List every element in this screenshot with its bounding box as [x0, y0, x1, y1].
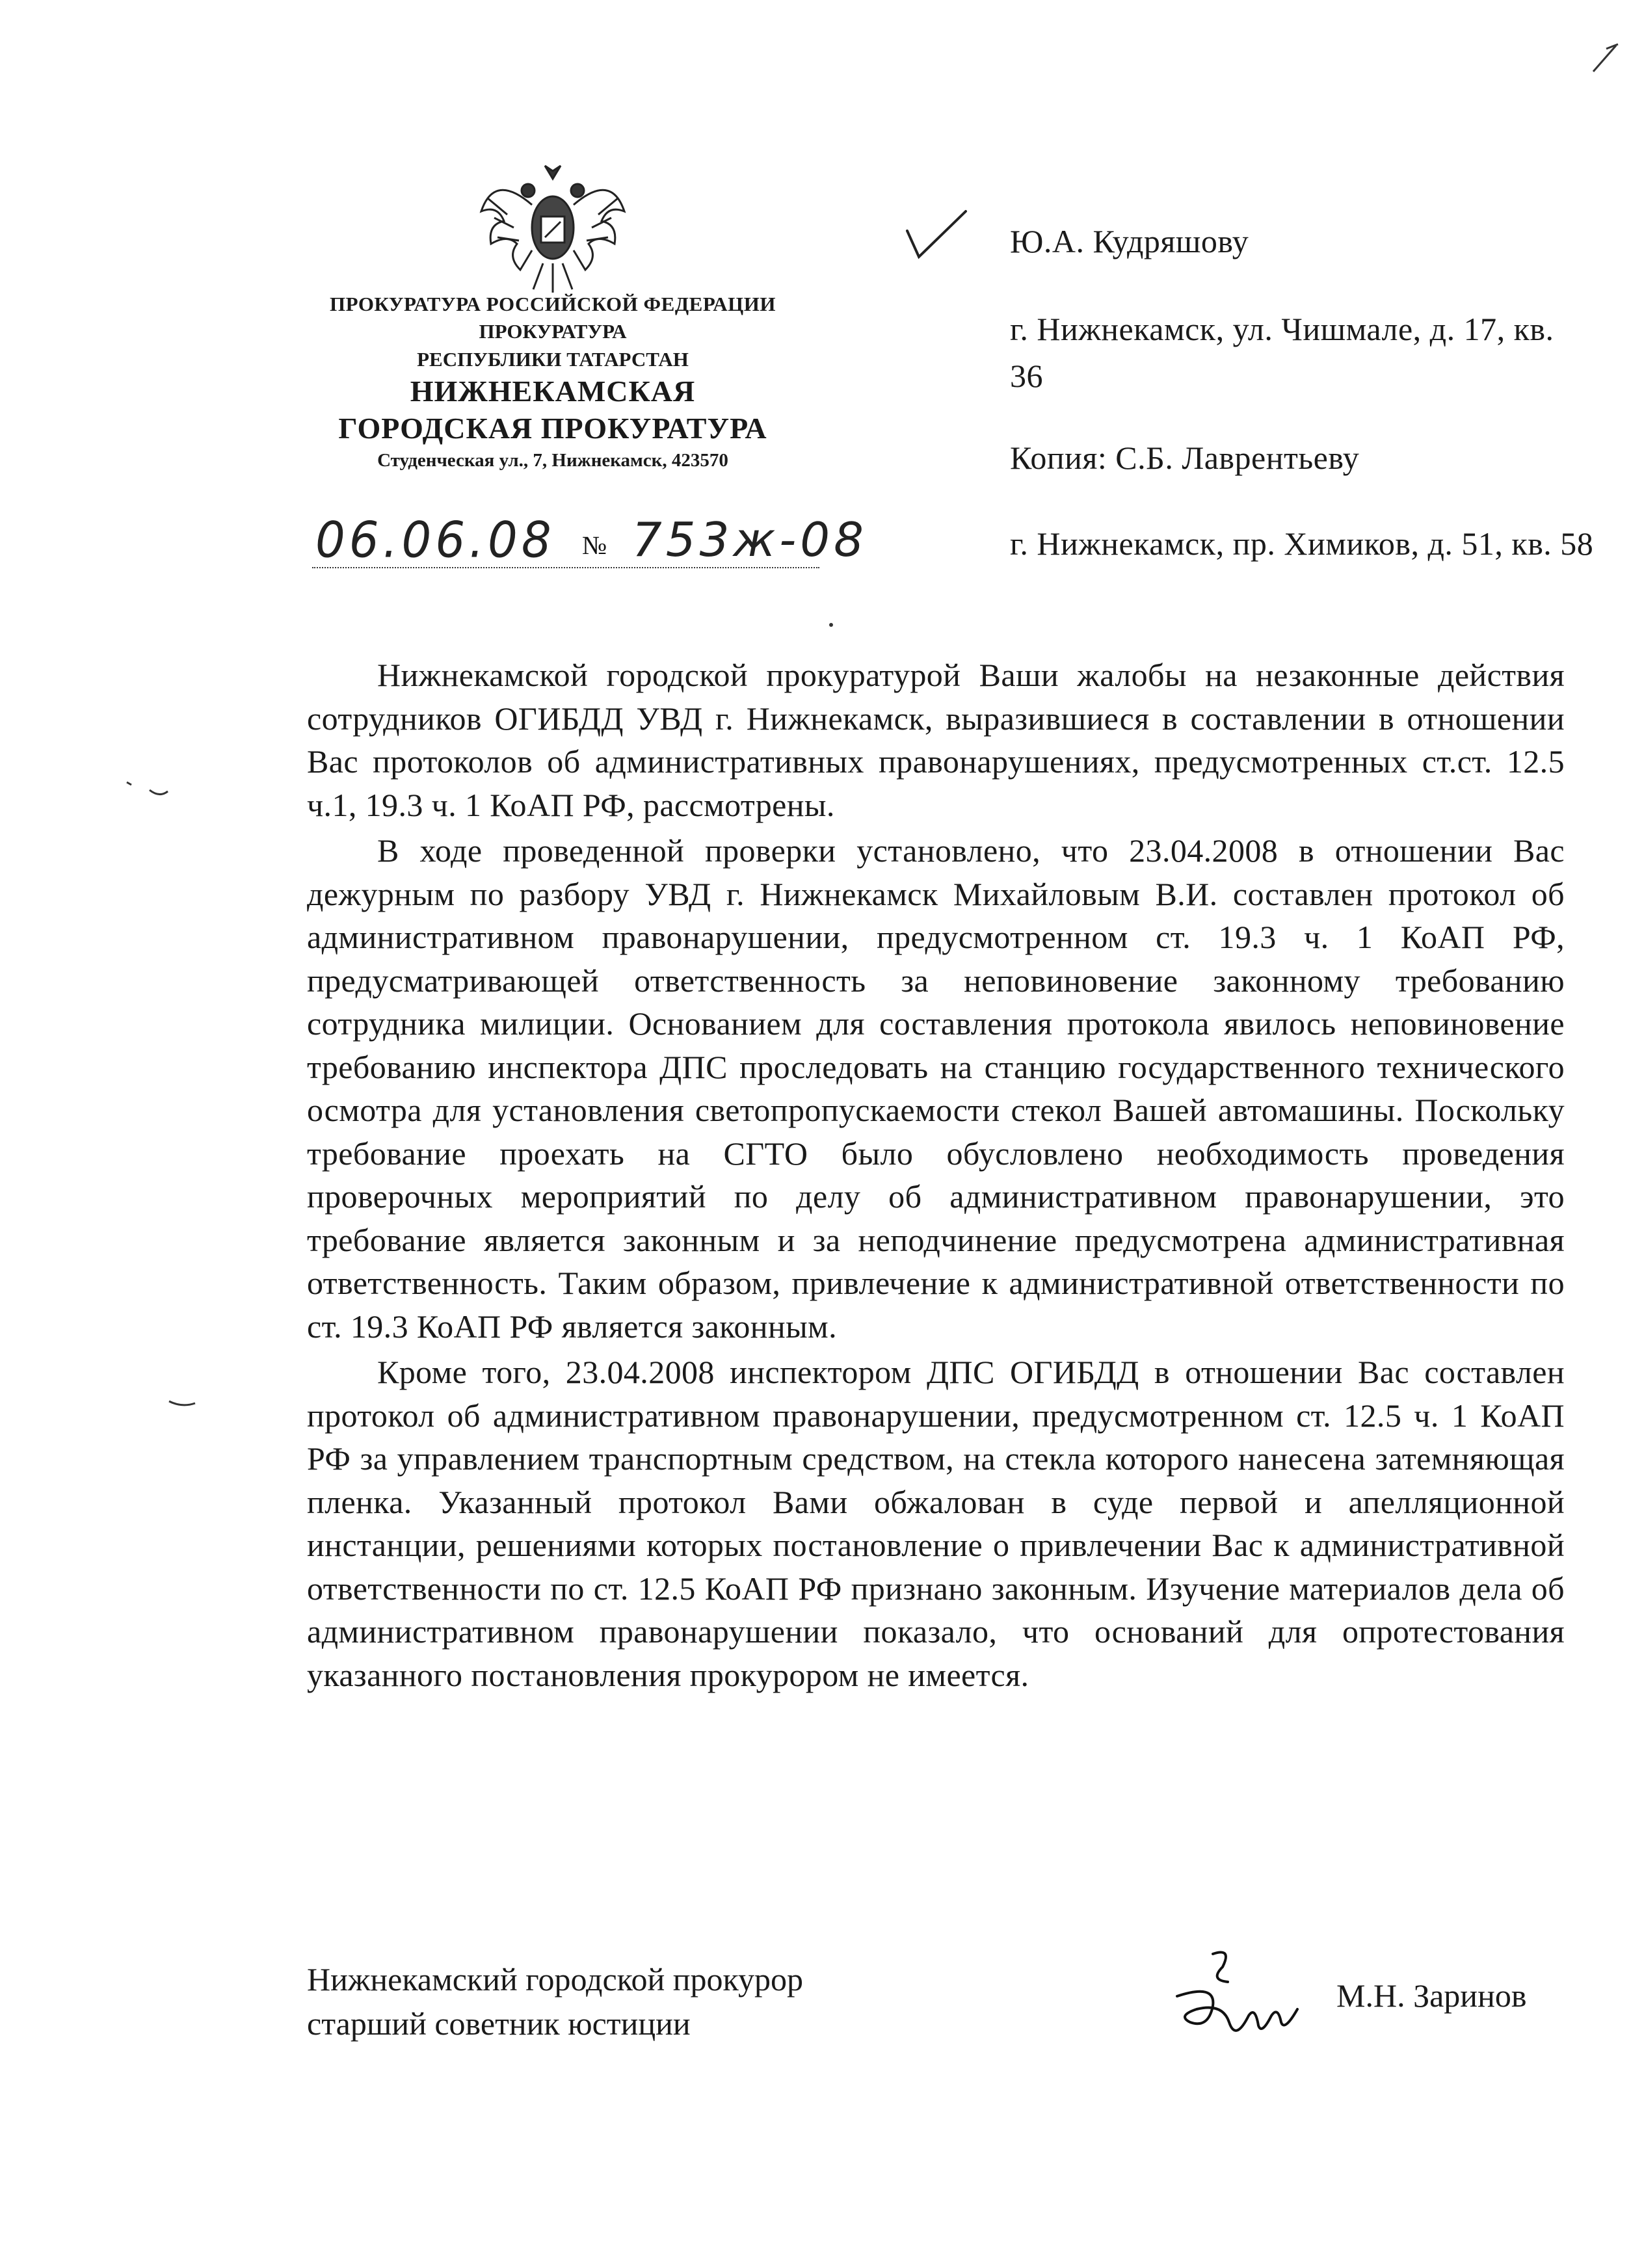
signatory-title-line2: старший советник юстиции — [307, 2005, 691, 2042]
scan-speck — [829, 623, 833, 627]
registration-number-label: № — [582, 531, 607, 560]
registration-date: 06.06.08 — [315, 510, 555, 569]
signatory-name: М.Н. Заринов — [1336, 1977, 1527, 2014]
registration-number: 753ж-08 — [632, 512, 868, 567]
check-mark-icon — [901, 205, 972, 267]
addressee-address: г. Нижнекамск, ул. Чишмале, д. 17, кв. 36 — [1010, 311, 1554, 394]
addressee-name: Ю.А. Кудряшову — [1010, 223, 1249, 259]
letter-body — [307, 653, 1565, 1699]
copy-recipient-address: г. Нижнекамск, пр. Химиков, д. 51, кв. 58 — [1010, 525, 1594, 562]
header-line-office: ГОРОДСКАЯ ПРОКУРАТУРА — [338, 412, 767, 445]
body-paragraph-2: В ходе проведенной проверки установлено, что 23.04.2008 в отношении Вас дежурным по разбору УВД г. Нижнекамск Михайловым В.И. составлен протокол об административном правонарушении, предусмотренном ст. 19.3 ч. 1 КоАП РФ, предусматривающей ответственность за неповиновение законному требованию сотрудника милиции. Основанием для составления протокола явилось неповиновение требованию инспектора ДПС проследовать на станцию государственного технического осмотра для установления светопропускаемости стекол Вашей автомашины. Поскольку требование проехать на СГТО было обусловлено необходимость проведения проверочных мероприятий по делу об административном правонарушении, это требование является законным и за неподчинение предусмотрена административная ответственность. Таким образом, привлечение к административной ответственности по ст. 19.3 КоАП РФ является законным. — [307, 832, 1565, 1345]
body-paragraph-1: Нижнекамской городской прокуратурой Ваши жалобы на незаконные действия сотрудников ОГИБДД УВД г. Нижнекамск, выразившиеся в составлении в отношении Вас протоколов об административных правонарушениях, предусмотренных ст.ст. 12.5 ч.1, 19.3 ч. 1 КоАП РФ, рассмотрены. — [307, 657, 1565, 823]
header-line-city: НИЖНЕКАМСКАЯ — [410, 375, 696, 408]
header-line-prosecutor: ПРОКУРАТУРА — [479, 320, 627, 343]
header-line-republic: РЕСПУБЛИКИ ТАТАРСТАН — [417, 348, 689, 371]
header-line-federation: ПРОКУРАТУРА РОССИЙСКОЙ ФЕДЕРАЦИИ — [329, 293, 776, 315]
copy-recipient: Копия: С.Б. Лаврентьеву — [1010, 440, 1360, 476]
coat-of-arms-emblem — [468, 159, 637, 302]
signatory-title — [307, 1957, 803, 2046]
margin-tick-mark — [124, 777, 169, 803]
margin-tick-mark — [166, 1391, 211, 1418]
signatory-title-line1: Нижнекамский городской прокурор — [307, 1961, 804, 1998]
registration-underline — [312, 567, 819, 568]
body-paragraph-3: Кроме того, 23.04.2008 инспектором ДПС ОГИБДД в отношении Вас составлен протокол об административном правонарушении, предусмотренном ст. 12.5 ч. 1 КоАП РФ за управлением транспортным средством, на стекла которого нанесена затемняющая пленка. Указанный протокол Вами обжалован в суде первой и апелляционной инстанции, решениями которых постановление о привлечении Вас к административной ответственности по ст. 12.5 КоАП РФ признано законным. Изучение материалов дела об административном правонарушении показало, что оснований для опротестования указанного постановления прокурором не имеется. — [307, 1354, 1565, 1693]
header-address: Студенческая ул., 7, Нижнекамск, 423570 — [377, 450, 728, 471]
handwritten-signature — [1151, 1944, 1314, 2068]
corner-scan-mark — [1587, 39, 1626, 78]
